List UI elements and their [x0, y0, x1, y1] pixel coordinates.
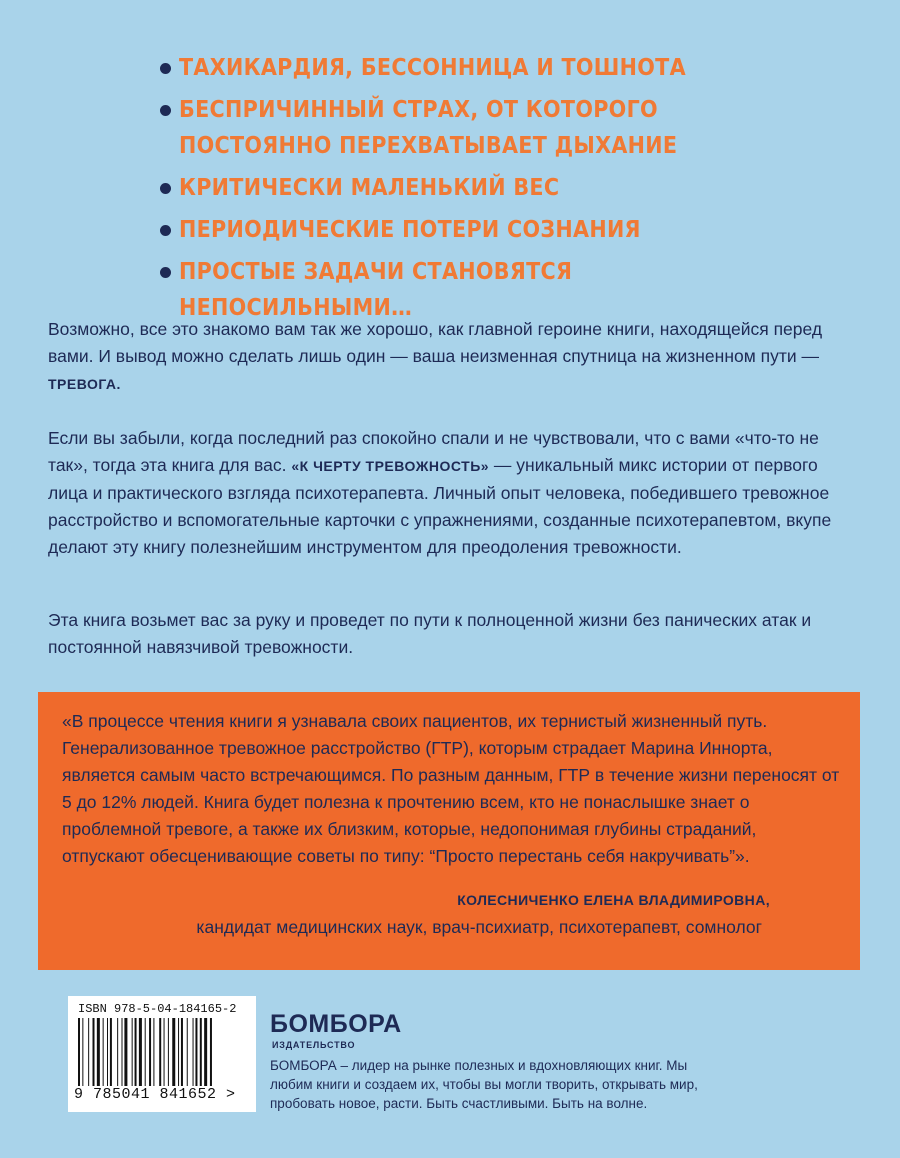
barcode-stripe [149, 1018, 151, 1086]
barcode-stripe [93, 1018, 95, 1086]
publisher-logo: БОМБОРА [270, 1010, 402, 1038]
bullet-dot-icon [160, 63, 171, 74]
symptom-list [160, 50, 800, 332]
isbn-number: ISBN 978-5-04-184165-2 [78, 1002, 237, 1016]
barcode-bars [78, 1018, 246, 1086]
barcode-stripe [145, 1018, 146, 1086]
barcode-stripe [187, 1018, 188, 1086]
review-quote-box [38, 692, 860, 970]
barcode-stripe [139, 1018, 142, 1086]
book-title-accent: «К ЧЕРТУ ТРЕВОЖНОСТЬ» [291, 458, 490, 474]
review-author-title: кандидат медицинских наук, врач-психиатр, психотерапевт, сомнолог [196, 917, 762, 937]
barcode-stripe [122, 1018, 123, 1086]
intro-text: Возможно, все это знакомо вам так же хорошо, как главной героине книги, находящейся перед вами. И вывод можно сделать лишь один — ваша неизменная спутница на жизненном пути — [48, 319, 823, 366]
barcode-stripe [107, 1018, 108, 1086]
barcode-stripe [124, 1018, 127, 1086]
barcode-stripe [200, 1018, 202, 1086]
list-item [160, 212, 800, 248]
description-before: Если вы забыли, когда последний раз спокойно спали и не чувствовали, что с вами «что-то не так», тогда эта книга для вас. [48, 428, 819, 475]
barcode-stripe [78, 1018, 80, 1086]
barcode-stripe [181, 1018, 183, 1086]
review-author: КОЛЕСНИЧЕНКО ЕЛЕНА ВЛАДИМИРОВНА, [457, 892, 770, 908]
barcode-stripe [164, 1018, 165, 1086]
barcode-stripe [172, 1018, 175, 1086]
review-quote-text: «В процессе чтения книги я узнавала своих пациентов, их тернистый жизненный путь. Генерализованное тревожное расстройство (ГТР), которым страдает Марина Иннорта, является самым часто встречающимся. По разным данным, ГТР в течение жизни переносят от 5 до 12% людей. Книга будет полезна к прочтению всем, кто не понаслышке знает о проблемной тревоге, а также их близким, которые, недопонимая глубины страданий, отпускают обесценивающие советы по типу: “Просто перестань себя накручивать”». [62, 711, 840, 866]
symptom-text: КРИТИЧЕСКИ МАЛЕНЬКИЙ ВЕС [179, 175, 560, 201]
barcode-stripe [117, 1018, 118, 1086]
description-paragraph [48, 425, 848, 561]
publisher-description: БОМБОРА – лидер на рынке полезных и вдохновляющих книг. Мы любим книги и создаем их, чтобы вы могли творить, открывать мир, пробовать новое, расти. Быть счастливыми. Быть на волне. [270, 1058, 698, 1111]
isbn-barcode [68, 996, 256, 1112]
publisher-subtitle: ИЗДАТЕЛЬСТВО [272, 1040, 356, 1050]
barcode-stripe [82, 1018, 83, 1086]
list-item [160, 170, 800, 206]
bullet-dot-icon [160, 267, 171, 278]
barcode-stripe [135, 1018, 137, 1086]
barcode-stripe [97, 1018, 100, 1086]
closing-paragraph: Эта книга возьмет вас за руку и проведет по пути к полноценной жизни без панических атак и постоянной навязчивой тревожности. [48, 610, 812, 657]
bullet-dot-icon [160, 225, 171, 236]
barcode-stripe [210, 1018, 212, 1086]
bullet-dot-icon [160, 183, 171, 194]
barcode-stripe [132, 1018, 133, 1086]
barcode-stripe [168, 1018, 169, 1086]
barcode-stripe [153, 1018, 154, 1086]
barcode-digits: 9 785041 841652 > [74, 1086, 236, 1103]
bullet-dot-icon [160, 105, 171, 116]
barcode-stripe [204, 1018, 207, 1086]
barcode-stripe [88, 1018, 89, 1086]
barcode-stripe [195, 1018, 197, 1086]
symptom-text: ПЕРИОДИЧЕСКИЕ ПОТЕРИ СОЗНАНИЯ [179, 217, 641, 243]
barcode-stripe [178, 1018, 179, 1086]
barcode-stripe [159, 1018, 161, 1086]
symptom-text: ПРОСТЫЕ ЗАДАЧИ СТАНОВЯТСЯ НЕПОСИЛЬНЫМИ… [179, 259, 573, 321]
symptom-text: ТАХИКАРДИЯ, БЕССОННИЦА И ТОШНОТА [179, 55, 686, 81]
list-item [160, 92, 800, 164]
list-item [160, 50, 800, 86]
barcode-stripe [103, 1018, 104, 1086]
description-after: — уникальный микс истории от первого лица и практического взгляда психотерапевта. Личный опыт человека, победившего тревожное расстройство и вспомогательные карточки с упражнениями, созданные психотерапевтом, вкупе делают эту книгу полезнейшим инструментом для преодоления тревожности. [48, 455, 832, 557]
intro-accent: ТРЕВОГА. [48, 376, 121, 392]
intro-paragraph [48, 316, 848, 398]
barcode-stripe [193, 1018, 194, 1086]
barcode-stripe [110, 1018, 112, 1086]
symptom-text: БЕСПРИЧИННЫЙ СТРАХ, ОТ КОТОРОГО ПОСТОЯННО ПЕРЕХВАТЫВАЕТ ДЫХАНИЕ [179, 97, 678, 159]
